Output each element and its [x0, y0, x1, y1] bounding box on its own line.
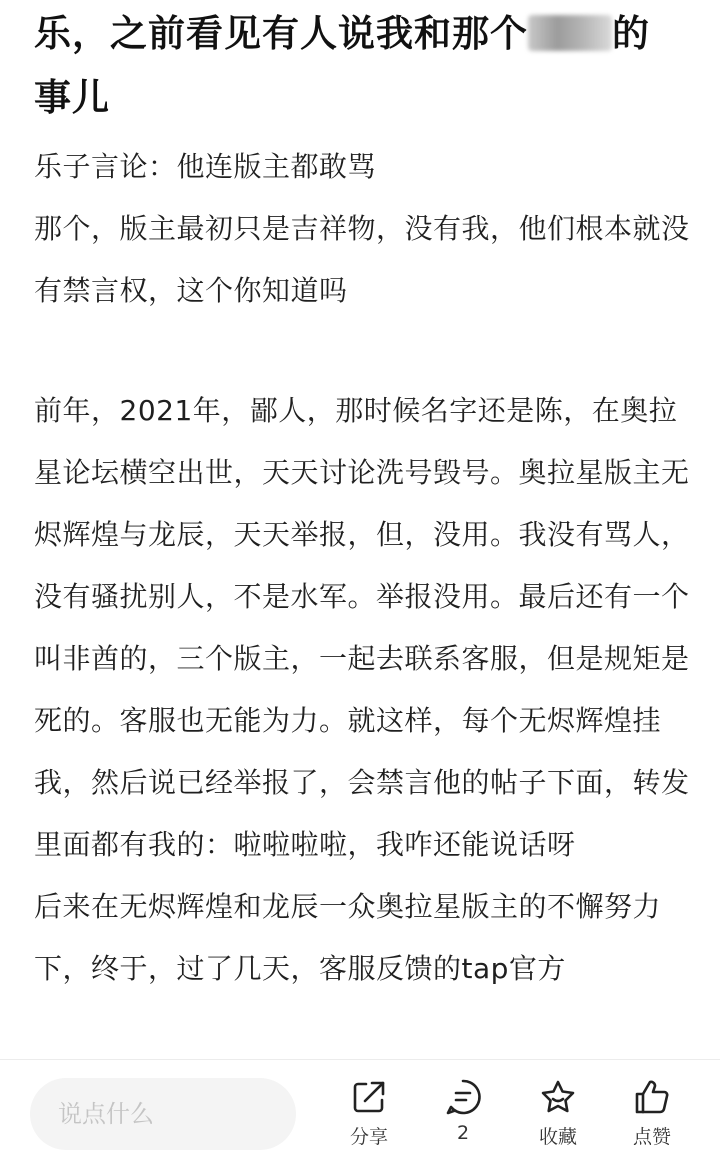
comment-button[interactable] [423, 1078, 503, 1144]
comment-icon [423, 1078, 503, 1116]
comment-input[interactable] [30, 1078, 296, 1150]
like-button[interactable] [612, 1078, 692, 1149]
like-label: 点赞 [632, 1126, 671, 1148]
favorite-star-icon [518, 1078, 598, 1116]
share-label: 分享 [349, 1126, 388, 1148]
paragraph-spacer [34, 322, 694, 380]
paragraph: 后来在无烬辉煌和龙辰一众奥拉星版主的不懈努力下，终于，过了几天，客服反馈的tap官方 [34, 890, 662, 985]
post-title-text-end: 的 [612, 12, 650, 55]
share-icon [329, 1078, 409, 1116]
post-title-text: 乐，之前看见有人说我和那个 [34, 12, 528, 55]
paragraph: 前年，2021年，鄙人，那时候名字还是陈，在奥拉星论坛横空出世，天天讨论洗号毁号。奥拉星版主无烬辉煌与龙辰，天天举报，但，没用。我没有骂人，没有骚扰别人，不是水军。举报没用。最后还有一个叫非酋的，三个版主，一起去联系客服，但是规矩是死的。客服也无能为力。就这样，每个无烬辉煌挂我，然后说已经举报了，会禁言他的帖子下面，转发里面都有我的：啦啦啦啦，我咋还能说话呀 [34, 394, 690, 861]
post-title-line2: 事儿 [34, 76, 110, 119]
post-content [34, 0, 694, 1000]
like-thumb-icon [612, 1078, 692, 1116]
post-title [34, 0, 694, 130]
bottom-action-bar [0, 1059, 720, 1168]
paragraph: 那个，版主最初只是吉祥物，没有我，他们根本就没有禁言权，这个你知道吗 [34, 212, 690, 307]
post-body [34, 136, 694, 1000]
share-button[interactable] [329, 1078, 409, 1149]
favorite-button[interactable] [518, 1078, 598, 1149]
paragraph: 乐子言论：他连版主都敢骂 [34, 150, 377, 183]
comment-count: 2 [456, 1122, 470, 1144]
favorite-label: 收藏 [538, 1126, 577, 1148]
censored-name-blur [528, 15, 612, 51]
